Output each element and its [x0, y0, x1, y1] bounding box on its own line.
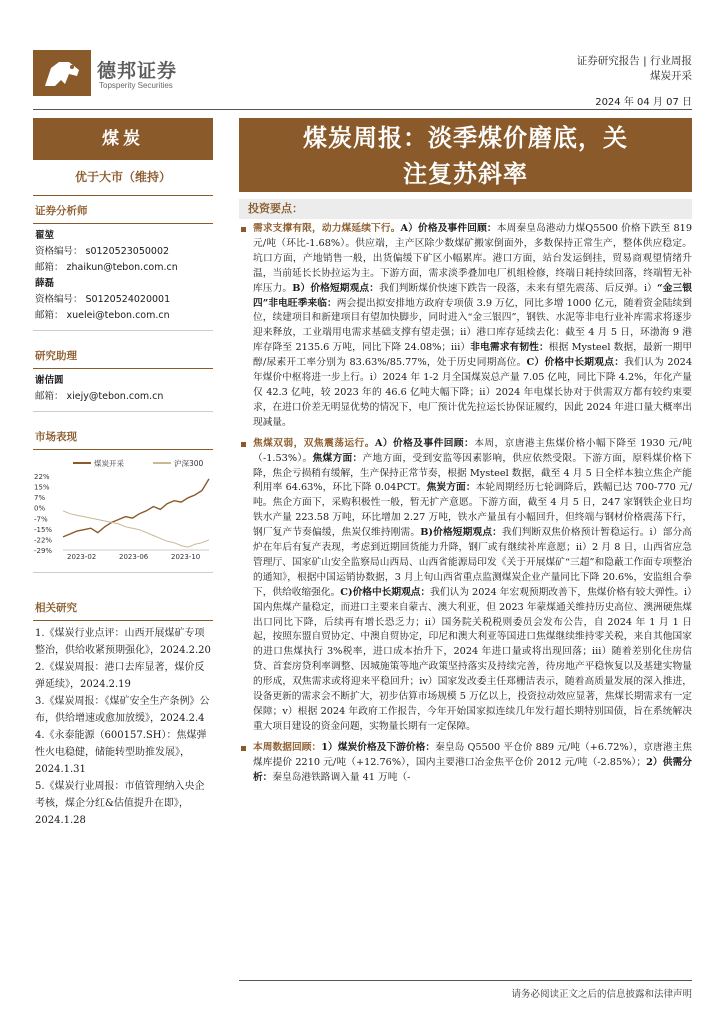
x-tick-label: 2023-10	[171, 553, 201, 561]
related-item[interactable]: 2.《煤炭周报：港口去库显著，煤价反弹延续》，2024.2.19	[35, 662, 205, 690]
header-divider	[33, 109, 692, 110]
series-line	[63, 479, 209, 537]
footer-disclaimer: 请务必阅读正文之后的信息披露和法律声明	[511, 989, 692, 1000]
report-title	[239, 118, 692, 192]
related-item[interactable]: 3.《煤炭周报：《煤矿安全生产条例》公布，供给增速或愈加放缓》，2024.2.4	[35, 696, 210, 724]
y-tick-label: 22%	[34, 473, 50, 481]
logo-mark-icon	[33, 50, 91, 96]
y-tick-label: -29%	[34, 547, 53, 555]
y-tick-label: 15%	[34, 483, 50, 492]
sector-label: 煤炭	[33, 118, 213, 160]
related-list	[33, 625, 213, 829]
y-tick-label: -15%	[34, 525, 53, 534]
analyst-2	[33, 276, 213, 324]
analyst-email[interactable]: 邮箱： zhaikun@tebon.com.cn	[35, 262, 178, 273]
paragraph-weekly-data: 本周数据回顾：1）煤炭价格及下游价格：秦皇岛 Q5500 平仓价 889 元/吨（+6.72%），京唐港主焦煤库提价 2210 元/吨（+12.76%），国内主要港口冶金焦平仓价 2012 元/吨（-2.85%）；2）供需分析：秦皇岛港铁路调入量 41 万吨（-	[239, 741, 692, 786]
paragraph-thermal-coal: 需求支撑有限，动力煤延续下行。A）价格及事件回顾：本周秦皇岛港动力煤Q5500 价格下跌至 819 元/吨（环比-1.68%）。供应端，主产区除少数煤矿搬家倒面外，多数保持正常生产，整体供应稳定。坑口方面，产地销售一般，出货偏缓下矿区小幅累库。港口方面，站台发运倒挂，贸易商观望情绪升温，当前延长长协拉运为主。下游方面，需求淡季叠加电厂机组检修，终端日耗持续回落，终端暂无补库压力。B）价格短期观点：我们判断煤价快速下跌告一段落，未来有望先震荡、后反弹。i）“金三银四”非电旺季来临：两会提出拟安排地方政府专项债 3.9 万亿，同比多增 1000 亿元，随着资金陆续到位，续建项目和新建项目有望加快脚步，同时进入“金三银四”，钢铁、水泥等非电行业补库需求将逐步迎来释放，工业端用电需求基础支撑有望走强；ii）港口库存延续去化：截至 4 月 5 日，环渤海 9 港库存降至 2135.6 万吨，同比下降 24.08%；iii）非电需求有韧性：根据 Mysteel 数据，最新一期甲醇/尿素开工率分别为 83.63%/85.77%，处于历史同期高位。C）价格中长期观点：我们认为 2024 年煤价中枢将进一步上行。i）2024 年 1-2 月全国煤炭总产量 7.05 亿吨，同比下降 4.2%，年化产量仅 42.3 亿吨，较 2023 年的 46.6 亿吨大幅下降；ii）2024 年电煤长协对于供需双方都有较约束要求，在进口价差无明显优势的情况下，电厂预计优先拉运长协保证履约，因此 2024 年进口量大概率出现减量。	[239, 222, 692, 431]
investment-rating: 优于大市（维持）	[33, 160, 213, 196]
related-heading: 相关研究	[33, 593, 213, 621]
logo-name-en: Topsperity Securities	[99, 81, 173, 90]
divider	[33, 572, 213, 573]
assistant	[33, 373, 213, 405]
bullet-icon	[241, 442, 246, 447]
market-heading: 市场表现	[33, 422, 213, 450]
y-tick-label: -7%	[34, 515, 48, 524]
summary-heading: 投资要点：	[239, 199, 692, 219]
y-tick-label: 0%	[34, 504, 46, 513]
legend-label: 沪深300	[174, 459, 204, 468]
assistant-heading: 研究助理	[33, 341, 213, 369]
bullet-icon	[241, 746, 246, 751]
related-item[interactable]: 1.《煤炭行业点评：山西开展煤矿专项整治，供给收紧预期强化》，2024.2.20	[35, 628, 211, 656]
legend-label: 煤炭开采	[94, 459, 124, 468]
related-item[interactable]: 4.《永泰能源（600157.SH）：焦煤弹性火电稳健，储能转型助推发展》，2024.1.31	[35, 730, 207, 775]
report-meta	[577, 54, 692, 84]
y-tick-label: -22%	[34, 536, 53, 545]
analyst-email[interactable]: 邮箱： xuelei@tebon.com.cn	[35, 310, 170, 321]
analyst-cert: 资格编号： S0120524020001	[35, 294, 171, 305]
market-chart	[33, 454, 213, 566]
x-tick-label: 2023-02	[67, 553, 97, 561]
analyst-name: 薛磊	[35, 278, 55, 289]
x-tick-label: 2023-06	[119, 553, 149, 561]
analyst-heading: 证券分析师	[33, 196, 213, 224]
market-chart-svg	[33, 454, 213, 566]
footer-divider	[239, 980, 692, 981]
assistant-email[interactable]: 邮箱： xiejy@tebon.com.cn	[35, 391, 164, 402]
report-body	[239, 222, 692, 792]
sidebar	[33, 118, 213, 829]
title-line-2: 注复苏斜率	[403, 159, 528, 188]
y-tick-label: 7%	[34, 494, 46, 503]
divider	[33, 411, 213, 412]
assistant-name: 谢佶圆	[35, 375, 64, 386]
analyst-name: 翟堃	[35, 230, 55, 241]
company-logo	[33, 50, 193, 96]
report-type: 证券研究报告 | 行业周报	[576, 55, 692, 67]
analyst-cert: 资格编号： s0120523050002	[35, 246, 170, 257]
paragraph-coking-coal: 焦煤双弱，双焦震荡运行。A）价格及事件回顾：本周，京唐港主焦煤价格小幅下降至 1930 元/吨（-1.53%）。焦煤方面：产地方面，受到安监等因素影响，供应依然受限。下游方面，原料煤价格下降，焦企亏损稍有缓解，生产保持正常节奏，根据 Mysteel 数据，截至 4 月 5 日全样本独立焦企产能利用率 64.63%，环比下降 0.04PCT。焦炭方面：本轮周期经历七轮调降后，跌幅已达 700-770 元/吨。焦企方面下，采购积极性一般，暂无扩产意愿。下游方面，截至 4 月 5 日，247 家钢铁企业日均铁水产量 223.58 万吨，环比增加 2.27 万吨，铁水产量虽有小幅回升，但终端与钢材价格震荡下行，钢厂复产节奏偏缓，焦炭仅维持刚需。B)价格短期观点：我们判断双焦价格预计暂稳运行。i）部分高炉在年后有复产表现，考虑到近期回货能力升降，钢厂或有继续补库意愿；ii）2 月 8 日，山西省应急管理厅、国家矿山安全监察局山西局、山西省能源局印发《关于开展煤矿“三超”和隐蔽工作面专项整治的通知》，根据中国运销协数据，3 月上旬山西省重点监测煤炭企业产量同比下降 20.6%，安监组合拳下，供给收缩强化。C)价格中长期观点：我们认为 2024 年宏观预期改善下，焦煤价格有较大弹性。i）国内焦煤产量稳定，而进口主要来自蒙古、澳大利亚，但 2023 年蒙煤通关维持历史高位、澳洲硬焦煤出口同比下降，后续再有增长恐乏力；ii）国务院关税税则委员会发布公告，自 2024 年 1 月 1 日起，按照东盟自贸协定、中澳自贸协定，印尼和澳大利亚等国进口焦煤继续维持零关税，来自其他国家的进口焦煤执行 3%税率，进口成本抬升下，2024 年进口量或将出现回落；iii）随着差别化住房信贷、首套房贷利率调整、因城施策等地产政策坚持落实及持续完善，待房地产平稳恢复以及基建实物量的形成，双焦需求或将迎来平稳回升；iv）国家发改委主任郑栅洁表示，随着高质量发展的深入推进，设备更新的需求会不断扩大，初步估算市场规模 5 万亿以上，投资拉动效应显著，焦煤长期需求有一定保障；v）根据 2024 年政府工作报告，今年开始国家拟连续几年发行超长期特别国债，旨在系统解决重大项目建设的资金问题，实物量长期有一定保障。	[239, 437, 692, 735]
bullet-icon	[241, 227, 246, 232]
related-item[interactable]: 5.《煤炭行业周报：市值管理纳入央企考核，煤企分红&估值提升在即》，2024.1.28	[35, 781, 205, 826]
report-industry: 煤炭开采	[650, 70, 692, 82]
report-date: 2024 年 04 月 07 日	[595, 97, 692, 108]
analyst-1	[33, 228, 213, 276]
divider	[33, 330, 213, 331]
title-line-1: 煤炭周报：淡季煤价磨底，关	[303, 123, 628, 152]
logo-name-cn: 德邦证券	[97, 60, 178, 82]
